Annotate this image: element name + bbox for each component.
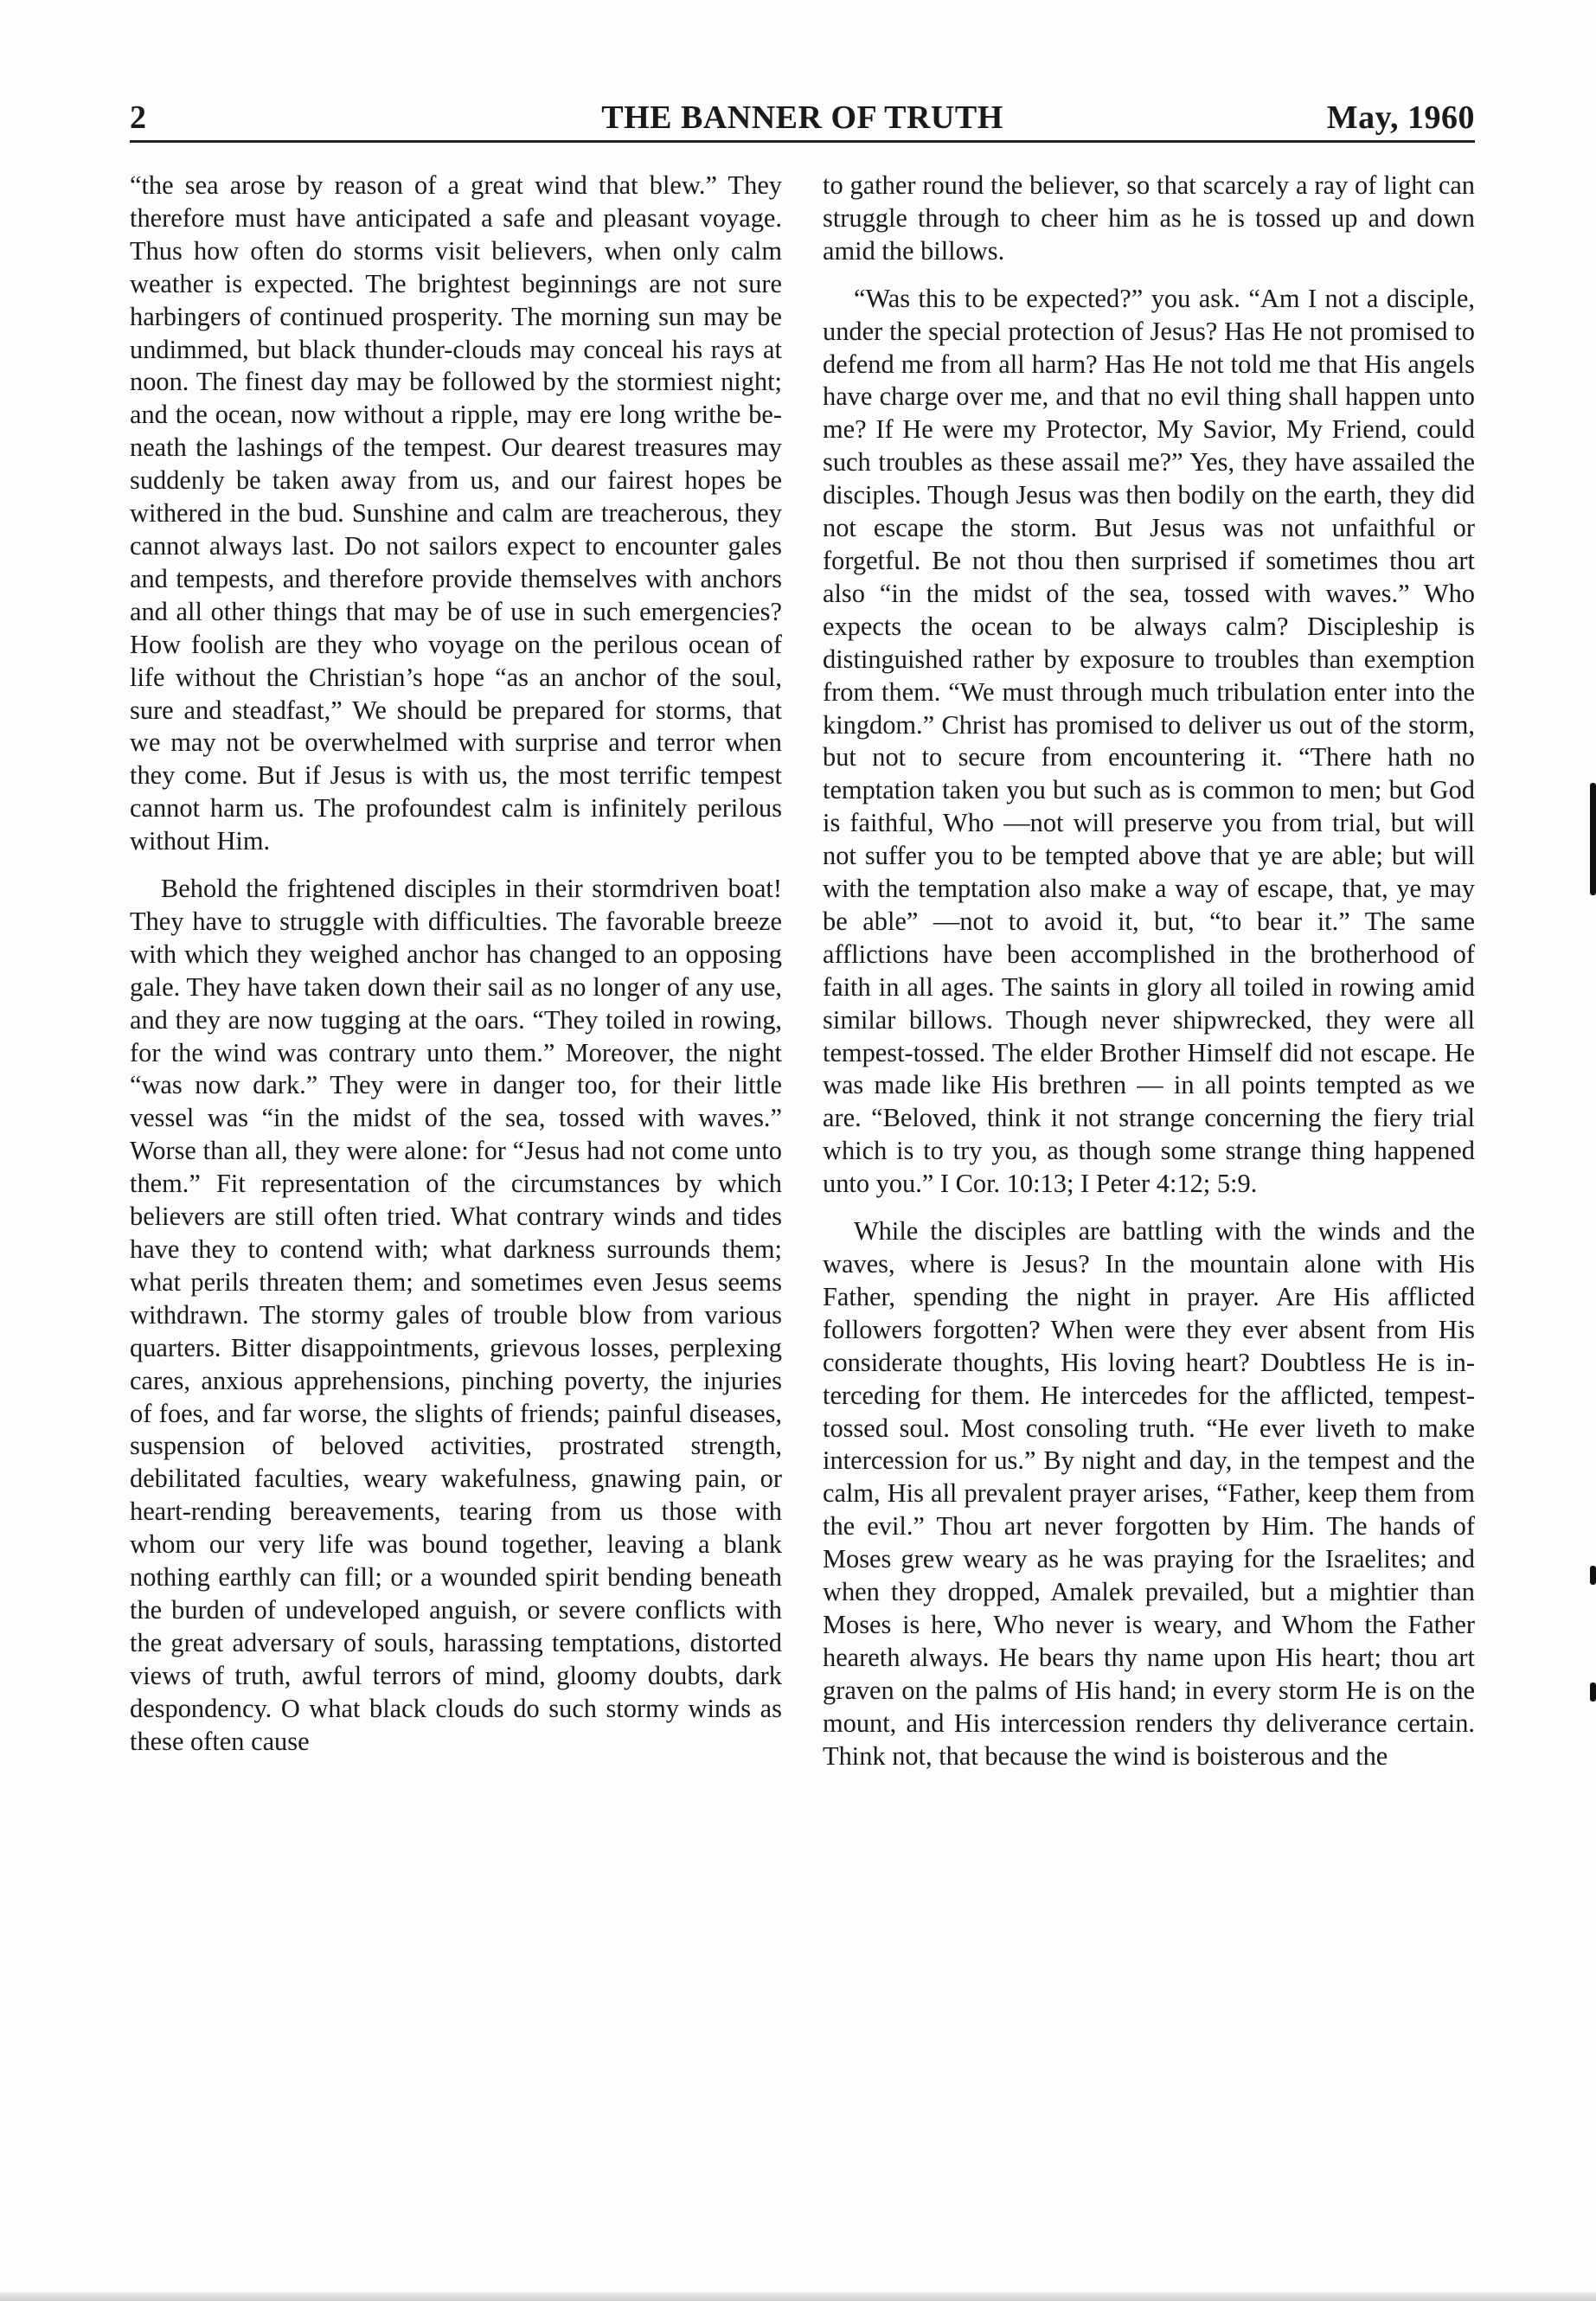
paragraph: “Was this to be expected?” you ask. “Am I not a disciple, under the special protection of Jesus? Has He not promised to defend me from all harm? Has He not told me that His angels have charge over me, and that no evil thing shall happen unto me? If He were my Protector, My Savior, My Friend, could such troubles as these assail me?” Yes, they have assailed the disciples. Though Jesus was then bodily on the earth, they did not escape the storm. But Jesus was not unfaithful or forgetful. Be not thou then surprised if sometimes thou art also “in the midst of the sea, tossed with waves.” Who expects the ocean to be always calm? Discipleship is distinguished rather by exposure to troubles than exemption from them. “We must through much tribulation enter into the kingdom.” Christ has promised to deliver us out of the storm, but not to secure from encountering it. “There hath no temptation taken you but such as is common to men; but God is faithful, Who —not will preserve you from trial, but will not suffer you to be tempted above that ye are able; but will with the temptation also make a way of escape, that, ye may be able” —not to avoid it, but, “to bear it.” The same afflictions have been accomplished in the brotherhood of faith in all ages. The saints in glory all toiled in rowing amid similar billows. Though never shipwrecked, they were all tempest-tossed. The elder Brother Himself did not escape. He was made like His brethren — in all points tempted as we are. “Beloved, think it not strange concerning the fiery trial which is to try you, as though some strange thing happened unto you.” I Cor. 10:13; I Peter 4:12; 5:9. xyxy=(823,283,1475,1199)
right-text-column xyxy=(823,170,1475,1773)
scan-margin-mark xyxy=(1590,1682,1596,1702)
paragraph: to gather round the believer, so that scarcely a ray of light can struggle through to cheer him as he is tossed up and down amid the billows. xyxy=(823,170,1475,266)
issue-date: May, 1960 xyxy=(1326,99,1475,136)
page-bottom-edge xyxy=(0,2292,1596,2301)
page-number: 2 xyxy=(130,99,147,136)
scan-margin-mark xyxy=(1590,783,1596,895)
paragraph: While the disciples are battling with the winds and the waves, where is Jesus? In the mountain alone with His Father, spending the night in prayer. Are His afflicted followers forgotten? When were they ever absent from His considerate thoughts, His loving heart? Doubtless He is interceding for them. He intercedes for the afflicted, tempest-tossed soul. Most consoling truth. “He ever liveth to make intercession for us.” By night and day, in the tempest and the calm, His all prevalent prayer arises, “Father, keep them from the evil.” Thou art never forgotten by Him. The hands of Moses grew weary as he was praying for the Israelites; and when they dropped, Amalek prevailed, but a mightier than Moses is here, Who never is weary, and Whom the Father heareth always. He bears thy name upon His heart; thou art graven on the palms of His hand; in every storm He is on the mount, and His intercession renders thy deliverance certain. Think not, that because the wind is boisterous and the xyxy=(823,1216,1475,1771)
left-text-column xyxy=(130,170,782,1759)
running-header xyxy=(130,95,1475,143)
publication-title: THE BANNER OF TRUTH xyxy=(601,99,1003,136)
paragraph: “the sea arose by reason of a great wind that blew.” They therefore must have anticipated a safe and pleasant voyage. Thus how often do storms visit believers, when only calm weather is expected. The brightest beginnings are not sure harbingers of continued prosperity. The morning sun may be undimmed, but black thunder-clouds may conceal his rays at noon. The finest day may be followed by the stormiest night; and the ocean, now without a ripple, may ere long writhe beneath the lashings of the tempest. Our dearest treasures may suddenly be taken away from us, and our fairest hopes be withered in the bud. Sunshine and calm are treacherous, they cannot always last. Do not sailors expect to encounter gales and tempests, and therefore provide themselves with anchors and all other things that may be of use in such emergencies? How foolish are they who voyage on the perilous ocean of life without the Christian’s hope “as an anchor of the soul, sure and steadfast,” We should be prepared for storms, that we may not be overwhelmed with surprise and terror when they come. But if Jesus is with us, the most terrific tempest cannot harm us. The profoundest calm is infinitely perilous without Him. xyxy=(130,170,782,856)
scan-margin-mark xyxy=(1590,1566,1596,1585)
paragraph: Behold the frightened disciples in their stormdriven boat! They have to struggle with difficulties. The favorable breeze with which they weighed anchor has changed to an opposing gale. They have taken down their sail as no longer of any use, and they are now tugging at the oars. “They toiled in rowing, for the wind was contrary unto them.” Moreover, the night “was now dark.” They were in danger too, for their little vessel was “in the midst of the sea, tossed with waves.” Worse than all, they were alone: for “Jesus had not come unto them.” Fit representation of the circumstances by which believers are still often tried. What contrary winds and tides have they to contend with; what darkness surrounds them; what perils threaten them; and sometimes even Jesus seems withdrawn. The stormy gales of trouble blow from various quarters. Bitter disappointments, grievous losses, perplexing cares, anxious apprehensions, pinching poverty, the injuries of foes, and far worse, the slights of friends; painful diseases, suspension of beloved activities, prostrated strength, debilitated faculties, weary wakefulness, gnawing pain, or heart-rending bereavements, tearing from us those with whom our very life was bound together, leaving a blank nothing earthly can fill; or a wounded spirit bending beneath the burden of undeveloped anguish, or severe conflicts with the great adversary of souls, harassing temptations, distorted views of truth, awful terrors of mind, gloomy doubts, dark despondency. O what black clouds do such stormy winds as these often cause xyxy=(130,874,782,1756)
